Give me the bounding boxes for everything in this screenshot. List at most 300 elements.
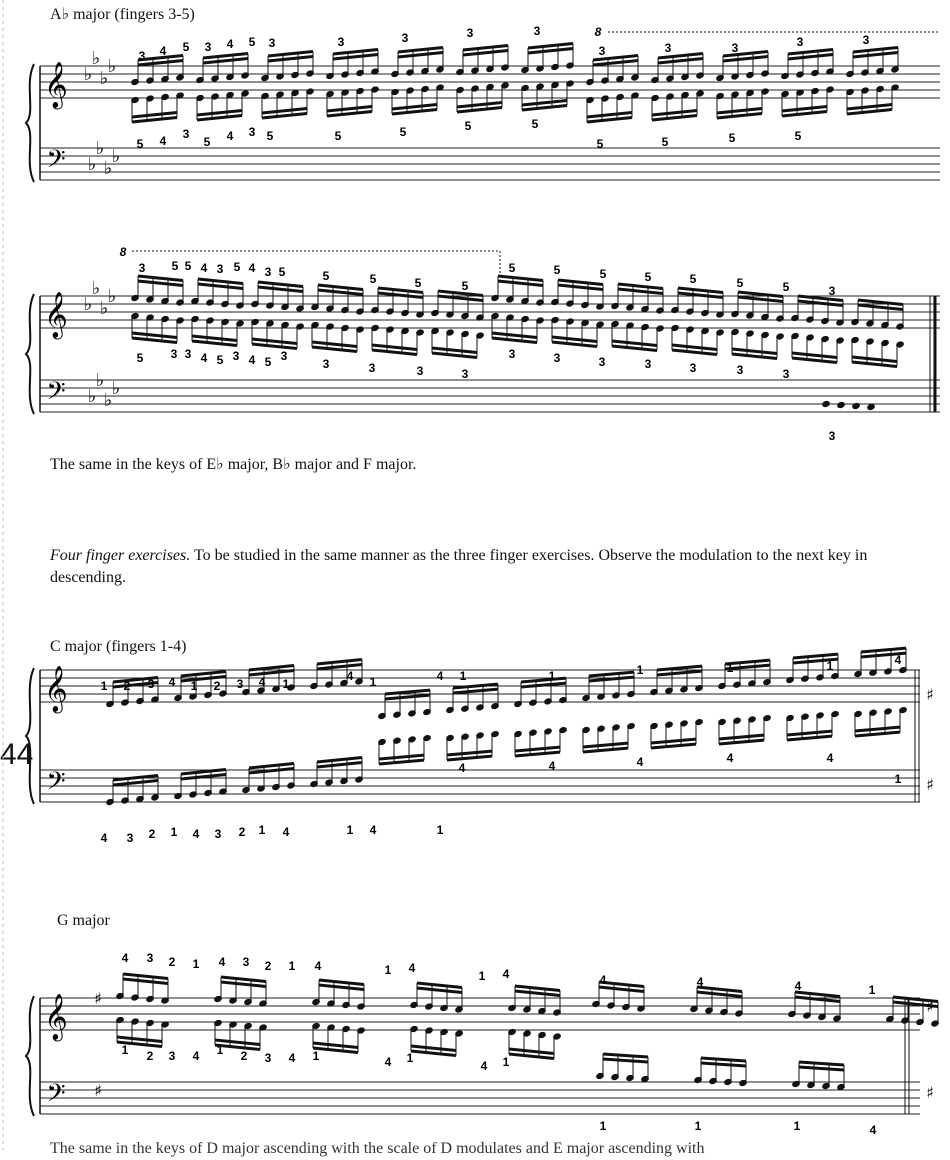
sys1-note-group-beam — [723, 57, 768, 62]
fingering-number: 3 — [731, 41, 739, 55]
key-sharp-sign: ♯ — [94, 989, 102, 1008]
sys3-note-group-beam — [385, 690, 430, 694]
sys2-note-group-beam — [438, 291, 483, 296]
fingering-number: 5 — [794, 129, 802, 143]
page-number: 44 — [0, 738, 34, 771]
fingering-number: 5 — [369, 272, 377, 286]
sys2-note-group-beam — [432, 348, 477, 353]
fingering-number: 4 — [168, 675, 176, 689]
fingering-number: 4 — [258, 675, 266, 689]
sys4-bass-group-beam — [603, 1054, 648, 1057]
fingering-number: 5 — [266, 129, 274, 143]
sys2-note-group-beam — [852, 362, 897, 367]
sys1-note-group-beam — [788, 55, 833, 60]
fingering-number: 5 — [553, 263, 561, 277]
fingering-number: 1 — [548, 669, 556, 683]
sys3-note-group-beam — [787, 736, 832, 740]
fingering-number: 1 — [436, 823, 444, 837]
sys3-note-group-beam — [181, 672, 226, 677]
sys1-note-group-beam — [528, 49, 573, 54]
sys1-note-group-beam — [522, 101, 567, 106]
fingering-number: 2 — [148, 827, 156, 841]
fingering-number: 4 — [548, 759, 556, 773]
fingering-number: 3 — [644, 357, 652, 371]
fingering-number: 4 — [346, 669, 354, 683]
fingering-number: 3 — [322, 357, 330, 371]
fingering-number: 1 — [369, 675, 377, 689]
sys3-note-group-beam — [787, 731, 832, 735]
system4-treble-clef-icon: 𝄞 — [44, 994, 68, 1040]
sys2-note-group-beam — [558, 280, 603, 285]
sys1-note-group-beam — [652, 111, 697, 116]
key-sharp-sign: ♯ — [926, 1083, 934, 1102]
sys1-note-group-beam — [652, 116, 697, 121]
sys2-note-group-beam — [258, 287, 303, 292]
sys2-note-group-beam — [552, 342, 597, 347]
fingering-number: 4 — [384, 1055, 392, 1069]
sys2-note-group-beam — [378, 293, 423, 298]
fingering-number: 1 — [478, 969, 486, 983]
bottom-cut-text: The same in the keys of D major ascending with the scale of D modulates and E major ascending with — [50, 1140, 705, 1157]
sys1-note-group-beam — [847, 110, 892, 115]
fingering-number: 5 — [782, 280, 790, 294]
sys2-note-group-beam — [372, 350, 417, 355]
section-title-c-major: C major (fingers 1-4) — [50, 638, 187, 655]
sys4-note-group-beam — [515, 991, 560, 996]
sys1-note-group-beam — [717, 114, 762, 119]
fingering-number: 5 — [248, 35, 256, 49]
fingering-number: 1 — [406, 1051, 414, 1065]
key-flat-sign: ♭ — [95, 138, 105, 159]
sys3-bass-group-beam — [317, 763, 362, 768]
fingering-number: 3 — [796, 35, 804, 49]
sys2-note-group-beam — [618, 289, 663, 294]
note-text: major and F major. — [290, 456, 417, 473]
sys2-note-group-beam — [798, 301, 843, 306]
fingering-number: 4 — [894, 653, 902, 667]
sys2-note-group-beam — [258, 282, 303, 287]
fingering-number: 1 — [100, 679, 108, 693]
key-flat-sign: ♭ — [111, 146, 121, 167]
fingering-number: 3 — [170, 347, 178, 361]
sys1-note-group-beam — [268, 52, 313, 57]
fingering-number: 1 — [599, 1119, 607, 1133]
key-flat-sign: ♭ — [91, 278, 101, 299]
fingering-number: 3 — [337, 35, 345, 49]
key-flat-sign: ♭ — [103, 158, 113, 179]
fingering-number: 5 — [461, 279, 469, 293]
sys1-note-group-beam — [398, 48, 443, 53]
fingering-number: 2 — [264, 959, 272, 973]
sys4-bass-group-beam — [701, 1063, 746, 1066]
fingering-number: 3 — [184, 347, 192, 361]
sys1-note-group-beam — [457, 108, 502, 113]
fingering-number: 3 — [268, 36, 276, 50]
fingering-number: 1 — [190, 679, 198, 693]
sys2-note-group-beam — [798, 296, 843, 301]
sys1-note-group-beam — [587, 113, 632, 118]
fingering-number: 3 — [138, 49, 146, 63]
fingering-number: 1 — [192, 957, 200, 971]
note-text: The same in the keys of E — [50, 456, 217, 473]
fingering-number: 1 — [868, 983, 876, 997]
sys2-note-group-beam — [312, 342, 357, 347]
sys2-note-group-beam — [312, 347, 357, 352]
sys1-note-group-beam — [327, 112, 372, 117]
fingering-number: 4 — [288, 1051, 296, 1065]
fingering-number: 1 — [502, 1055, 510, 1069]
sys4-note-group-beam — [411, 1051, 456, 1056]
fingering-number: 4 — [192, 1049, 200, 1063]
fingering-number: 5 — [233, 260, 241, 274]
fingering-number: 1 — [288, 959, 296, 973]
sys1-note-group-beam — [398, 53, 443, 58]
sys1-note-group-beam — [847, 105, 892, 110]
fingering-number: 4 — [282, 825, 290, 839]
key-flat-sign: ♭ — [107, 56, 117, 77]
fingering-number: 5 — [184, 259, 192, 273]
sys3-note-group-beam — [453, 684, 498, 688]
fingering-number: 5 — [171, 259, 179, 273]
fingering-number: 1 — [216, 1043, 224, 1057]
fingering-number: 4 — [100, 831, 108, 845]
fingering-number: 1 — [170, 825, 178, 839]
fingering-number: 4 — [200, 351, 208, 365]
fingering-number: 3 — [168, 1049, 176, 1063]
sys2-note-group-beam — [252, 339, 297, 344]
sys4-bass-group-beam — [701, 1058, 746, 1061]
brace — [26, 996, 34, 1116]
fingering-number: 5 — [322, 269, 330, 283]
sys3-note-group-beam — [317, 660, 362, 665]
fingering-number: 1 — [282, 677, 290, 691]
fingering-number: 5 — [136, 137, 144, 151]
sys1-note-group-beam — [132, 113, 177, 118]
fingering-number: 4 — [248, 353, 256, 367]
fingering-number: 5 — [644, 270, 652, 284]
sys2-note-group-beam — [432, 353, 477, 358]
section-title-g-major: G major — [57, 912, 110, 929]
fingering-number: 4 — [696, 975, 704, 989]
fingering-number: 4 — [502, 967, 510, 981]
fingering-number: 2 — [146, 1049, 154, 1063]
key-sharp-sign: ♯ — [926, 997, 934, 1016]
sys3-note-group-beam — [379, 755, 424, 759]
sys4-note-group-beam — [509, 1049, 554, 1054]
sys3-note-group-beam — [583, 748, 628, 752]
sys3-note-group-beam — [855, 727, 900, 731]
brace — [26, 294, 34, 414]
sys1-note-group-beam — [853, 53, 898, 58]
ottava-8-label: 8 — [119, 245, 127, 259]
fingering-number: 1 — [346, 823, 354, 837]
sys4-note-group-beam — [417, 988, 462, 993]
fingering-number: 4 — [726, 751, 734, 765]
fingering-number: 3 — [736, 363, 744, 377]
sys4-note-group-beam — [319, 980, 364, 985]
fingering-number: 3 — [236, 677, 244, 691]
flat-sign: ♭ — [216, 456, 224, 473]
sys2-note-group-beam — [792, 353, 837, 358]
fingering-number: 4 — [248, 261, 256, 275]
fingering-number: 3 — [416, 364, 424, 378]
sys3-note-group-beam — [651, 744, 696, 748]
fingering-number: 2 — [123, 679, 131, 693]
sys1-note-group-beam — [723, 52, 768, 57]
fingering-number: 5 — [728, 131, 736, 145]
brace — [26, 64, 34, 182]
fingering-number: 3 — [782, 367, 790, 381]
sys3-note-group-beam — [447, 751, 492, 755]
flat-sign: ♭ — [61, 6, 70, 23]
fingering-number: 4 — [458, 761, 466, 775]
fingering-number: 3 — [466, 26, 474, 40]
key-flat-sign: ♭ — [107, 286, 117, 307]
fingering-number: 3 — [146, 951, 154, 965]
sys1-note-group-beam — [522, 106, 567, 111]
fingering-number: 1 — [312, 1049, 320, 1063]
fingering-number: 5 — [508, 261, 516, 275]
fingering-number: 5 — [414, 276, 422, 290]
fingering-number: 5 — [464, 119, 472, 133]
sys3-note-group-beam — [385, 695, 430, 699]
fingering-number: 3 — [461, 367, 469, 381]
sys4-note-group-beam — [515, 986, 560, 991]
fingering-number: 1 — [459, 669, 467, 683]
fingering-number: 3 — [138, 261, 146, 275]
fingering-number: 3 — [368, 361, 376, 375]
fingering-number: 5 — [689, 272, 697, 286]
fingering-number: 3 — [862, 33, 870, 47]
sys3-note-group-beam — [453, 689, 498, 693]
fingering-number: 4 — [200, 261, 208, 275]
sys3-note-group-beam — [793, 654, 838, 658]
ottava-8-label: 8 — [594, 25, 602, 39]
fingering-number: 4 — [159, 44, 167, 58]
system3-bass-clef-icon: 𝄢 — [46, 767, 66, 802]
sys3-note-group-beam — [589, 672, 634, 676]
fingering-number: 3 — [182, 127, 190, 141]
fingering-number: 4 — [226, 37, 234, 51]
sys3-note-group-beam — [861, 648, 906, 652]
fingering-number: 3 — [828, 429, 836, 443]
key-sharp-sign: ♯ — [94, 1081, 102, 1100]
fingering-number: 5 — [661, 135, 669, 149]
fingering-number: 4 — [826, 751, 834, 765]
fingering-number: 4 — [794, 979, 802, 993]
sys4-note-group-beam — [795, 992, 840, 997]
sys1-note-group-beam — [717, 109, 762, 114]
sys1-note-group-beam — [268, 57, 313, 62]
sys1-note-group-beam — [327, 107, 372, 112]
fingering-number: 5 — [399, 125, 407, 139]
fingering-number: 1 — [694, 1119, 702, 1133]
fingering-number: 4 — [408, 961, 416, 975]
sys3-note-group-beam — [657, 671, 702, 675]
sys1-note-group-beam — [853, 48, 898, 53]
fingering-number: 4 — [226, 129, 234, 143]
section-title-rest: major (fingers 3-5) — [69, 6, 195, 23]
fingering-number: 4 — [869, 1123, 877, 1137]
fingering-number: 5 — [203, 135, 211, 149]
sys2-note-group-beam — [318, 290, 363, 295]
fingering-number: 3 — [598, 355, 606, 369]
key-flat-sign: ♭ — [103, 390, 113, 411]
fingering-number: 5 — [264, 355, 272, 369]
fingering-number: 3 — [147, 677, 155, 691]
sys2-note-group-beam — [732, 354, 777, 359]
fingering-number: 3 — [248, 125, 256, 139]
sys2-note-group-beam — [552, 337, 597, 342]
sys1-note-group-beam — [782, 112, 827, 117]
sys4-note-group-beam — [411, 1046, 456, 1051]
sys1-note-group-beam — [587, 118, 632, 123]
sys1-note-group-beam — [333, 55, 378, 60]
fingering-number: 3 — [204, 40, 212, 54]
sys3-note-group-beam — [515, 752, 560, 756]
fingering-number: 3 — [232, 349, 240, 363]
sys2-note-group-beam — [438, 296, 483, 301]
sys4-note-group-beam — [417, 983, 462, 988]
sys1-note-group-beam — [463, 46, 508, 51]
fingering-number: 3 — [280, 349, 288, 363]
sys3-note-group-beam — [515, 747, 560, 751]
sys3-note-group-beam — [583, 743, 628, 747]
sys1-note-group-beam — [262, 114, 307, 119]
sys2-note-group-beam — [558, 285, 603, 290]
sys1-note-group-beam — [528, 44, 573, 49]
fingering-number: 1 — [121, 1043, 129, 1057]
fingering-number: 1 — [826, 659, 834, 673]
key-flat-sign: ♭ — [99, 298, 109, 319]
fingering-number: 5 — [278, 265, 286, 279]
fingering-number: 5 — [136, 351, 144, 365]
system2-bass-clef-icon: 𝄢 — [46, 377, 66, 412]
sys1-note-group-beam — [658, 59, 703, 64]
sys2-note-group-beam — [372, 345, 417, 350]
sys2-note-group-beam — [138, 281, 183, 286]
sys2-note-group-beam — [138, 276, 183, 281]
sys4-note-group-beam — [319, 985, 364, 990]
fingering-number: 3 — [664, 41, 672, 55]
fingering-number: 4 — [436, 669, 444, 683]
sys4-note-group-beam — [221, 977, 266, 982]
fingering-number: 3 — [214, 827, 222, 841]
fingering-number: 3 — [828, 284, 836, 298]
sys1-note-group-beam — [132, 118, 177, 123]
sys1-note-group-beam — [333, 50, 378, 55]
fingering-number: 1 — [894, 772, 902, 786]
sys2-note-group-beam — [678, 288, 723, 293]
system4-bass-clef-icon: 𝄢 — [46, 1079, 66, 1114]
sys1-note-group-beam — [203, 59, 248, 64]
sys2-note-group-beam — [678, 293, 723, 298]
fingering-number: 3 — [264, 265, 272, 279]
key-flat-sign: ♭ — [91, 48, 101, 69]
four-finger-body: To be studied in the same manner as the three finger exercises. Observe the modulation to the next key in descending. — [50, 547, 868, 586]
fingering-number: 5 — [531, 117, 539, 131]
sys4-bass-group-beam — [799, 1062, 844, 1065]
fingering-number: 5 — [599, 267, 607, 281]
sys3-note-group-beam — [719, 735, 764, 739]
system1-bass-clef-icon: 𝄢 — [46, 145, 66, 180]
fingering-number: 3 — [689, 361, 697, 375]
sys3-note-group-beam — [719, 740, 764, 744]
sys1-note-group-beam — [788, 50, 833, 55]
sys3-bass-group-beam — [317, 758, 362, 763]
sys2-note-group-beam — [192, 336, 237, 341]
sys4-note-group-beam — [313, 1048, 358, 1053]
key-sharp-sign: ♯ — [926, 685, 934, 704]
sys4-note-group-beam — [313, 1043, 358, 1048]
sys2-note-group-beam — [858, 305, 903, 310]
sys4-note-group-beam — [697, 992, 742, 997]
sys1-note-group-beam — [782, 107, 827, 112]
section-title-text: A — [50, 6, 62, 23]
four-finger-title: Four finger exercises. — [50, 547, 191, 564]
sys2-note-group-beam — [672, 345, 717, 350]
sys2-note-group-beam — [492, 333, 537, 338]
fingering-number: 2 — [168, 955, 176, 969]
fingering-number: 3 — [242, 955, 250, 969]
sys3-note-group-beam — [249, 671, 294, 676]
sys2-bass-group-notehead — [821, 400, 831, 408]
fingering-number: 4 — [159, 134, 167, 148]
sys4-bass-group-beam — [799, 1067, 844, 1070]
fingering-number: 4 — [314, 959, 322, 973]
key-flat-sign: ♭ — [111, 378, 121, 399]
sys3-note-group-beam — [651, 739, 696, 743]
sys3-note-group-beam — [855, 732, 900, 736]
fingering-number: 3 — [553, 351, 561, 365]
fingering-number: 3 — [126, 831, 134, 845]
sys2-note-group-beam — [132, 333, 177, 338]
fingering-number: 5 — [334, 129, 342, 143]
sys2-note-group-beam — [612, 341, 657, 346]
fingering-number: 2 — [240, 1049, 248, 1063]
sys3-bass-group-beam — [113, 781, 158, 786]
sys1-note-group-beam — [197, 111, 242, 116]
sys4-note-group-beam — [599, 987, 644, 992]
sys2-note-group-beam — [792, 358, 837, 363]
sys4-note-group-beam — [697, 987, 742, 992]
sys2-note-group-beam — [192, 341, 237, 346]
fingering-number: 1 — [384, 963, 392, 977]
sys2-note-group-beam — [198, 279, 243, 284]
fingering-number: 5 — [736, 276, 744, 290]
sys1-note-group-beam — [457, 103, 502, 108]
fingering-number: 1 — [726, 661, 734, 675]
sys1-note-group-beam — [463, 51, 508, 56]
sys2-note-group-beam — [318, 285, 363, 290]
sys4-note-group-beam — [117, 1037, 162, 1042]
sys4-bass-group-beam — [603, 1059, 648, 1062]
sys4-note-group-beam — [123, 974, 168, 979]
fingering-number: 3 — [598, 44, 606, 58]
flat-sign: ♭ — [283, 456, 291, 473]
sys2-note-group-beam — [732, 349, 777, 354]
sys2-note-group-beam — [618, 284, 663, 289]
fingering-number: 4 — [121, 951, 129, 965]
sys3-bass-group-beam — [249, 769, 294, 774]
sys2-note-group-beam — [498, 276, 543, 281]
fingering-number: 5 — [596, 137, 604, 151]
fingering-number: 3 — [401, 31, 409, 45]
sys3-note-group-beam — [317, 665, 362, 670]
sys4-note-group-beam — [221, 982, 266, 987]
sys2-note-group-beam — [132, 338, 177, 343]
key-flat-sign: ♭ — [87, 154, 97, 175]
